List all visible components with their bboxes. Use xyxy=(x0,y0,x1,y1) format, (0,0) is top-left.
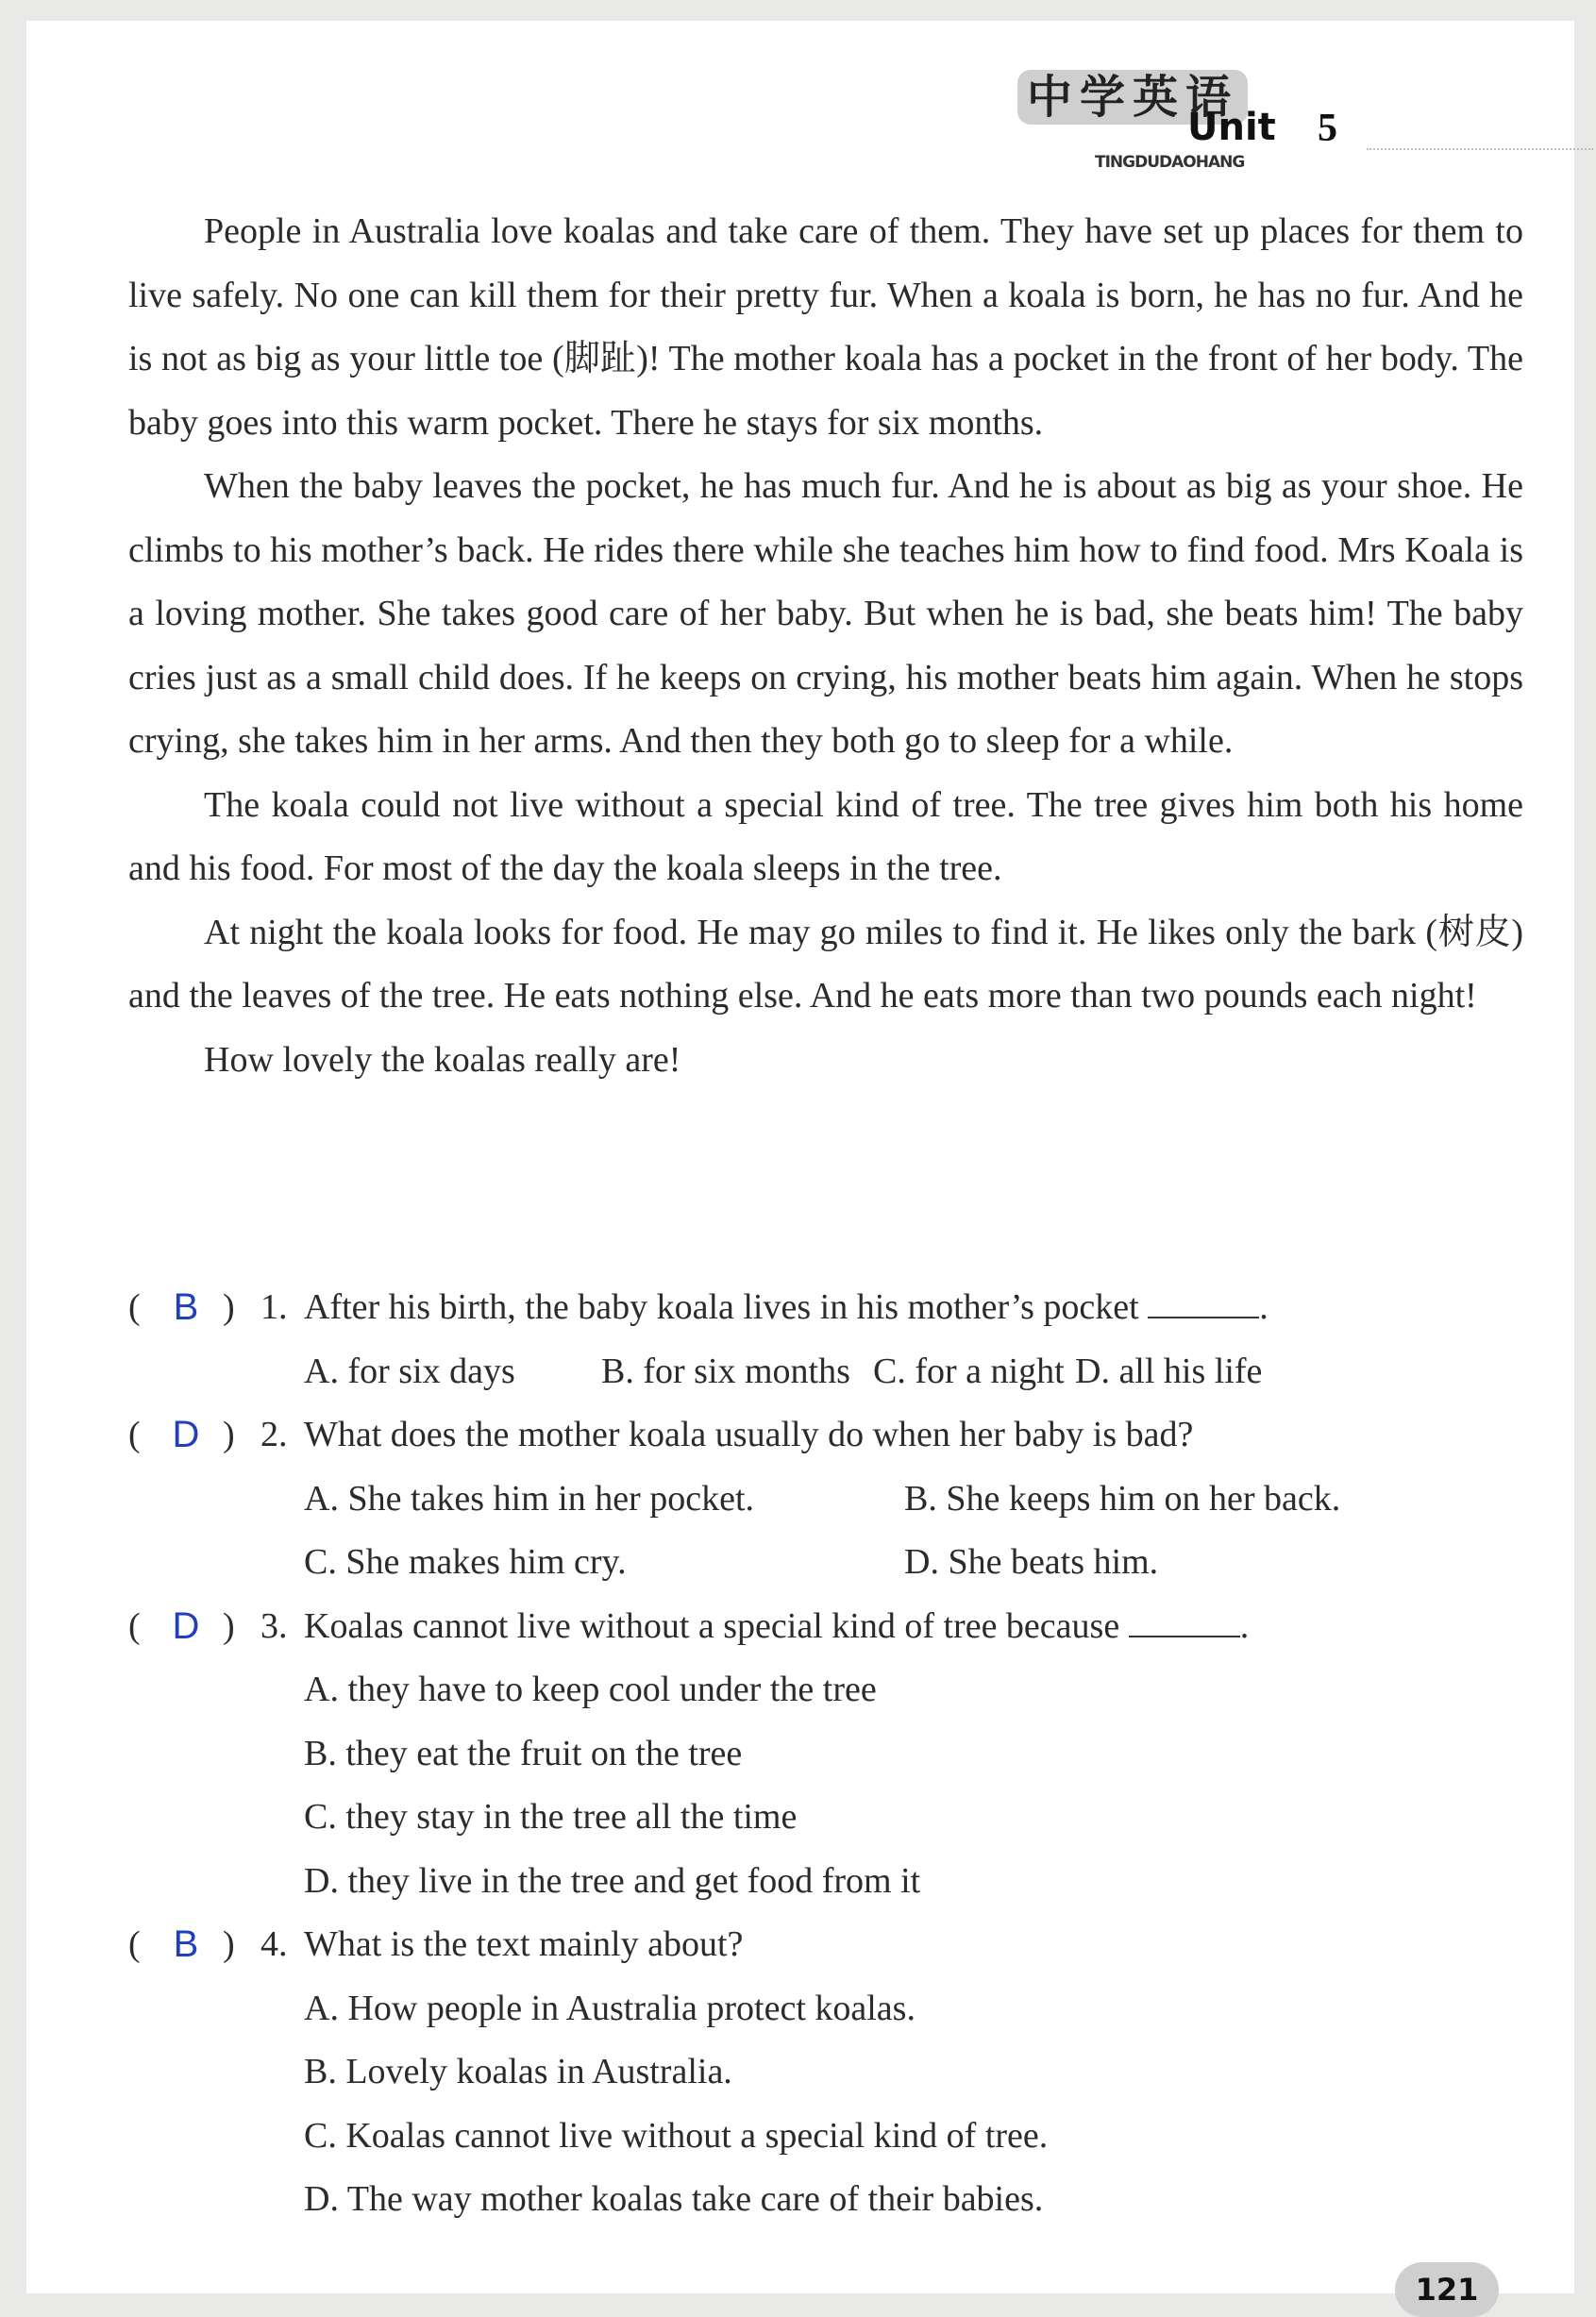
question-3 xyxy=(128,1595,1523,1659)
option-c: C. She makes him cry. xyxy=(304,1542,627,1582)
option-row xyxy=(128,1340,1523,1404)
stem-period: . xyxy=(1259,1287,1268,1327)
unit-number: 5 xyxy=(1318,107,1337,150)
question-stem: What does the mother koala usually do when her baby is bad? xyxy=(304,1415,1194,1454)
question-2 xyxy=(128,1403,1523,1468)
open-paren: ( xyxy=(128,1924,141,1964)
option-b: B. they eat the fruit on the tree xyxy=(304,1733,743,1773)
question-stem: What is the text mainly about? xyxy=(304,1924,744,1964)
option-d: D. all his life xyxy=(1075,1351,1263,1391)
option-d: D. She beats him. xyxy=(904,1542,1159,1582)
option-row xyxy=(128,2040,1523,2105)
passage-paragraph: People in Australia love koalas and take care of them. They have set up places for them to live safely. No one can kill them for their pretty fur. When a koala is born, he has no fur. And he is not as big as your little toe (脚趾)! The mother koala has a pocket in the front of her body. The baby goes into this warm pocket. There he stays for six months. xyxy=(128,211,1523,443)
close-paren: ) xyxy=(223,1415,235,1454)
answer-mark: D xyxy=(172,1604,200,1647)
question-number: 1. xyxy=(260,1287,288,1327)
option-row xyxy=(128,2168,1523,2232)
option-a: A. for six days xyxy=(304,1351,515,1391)
option-row xyxy=(128,1850,1523,1914)
question-stem xyxy=(304,1595,1249,1659)
header-divider xyxy=(1367,148,1593,150)
passage-paragraph: When the baby leaves the pocket, he has much fur. And he is about as big as your shoe. He climbs to his mother’s back. He rides there while she teaches him how to find food. Mrs Koala is a loving mother. She takes good care of her baby. But when he is bad, she beats him! The baby cries just as a small child does. If he keeps on crying, his mother beats him again. When he stops crying, she takes him in her arms. And then they both go to sleep for a while. xyxy=(128,466,1523,761)
answer-mark: B xyxy=(173,1923,199,1965)
option-row xyxy=(128,1977,1523,2041)
workbook-page xyxy=(26,21,1574,2308)
option-row xyxy=(128,1786,1523,1850)
question-number: 3. xyxy=(260,1605,288,1646)
passage-paragraph: The koala could not live without a special kind of tree. The tree gives him both his home and his food. For most of the day the koala sleeps in the tree. xyxy=(128,784,1523,888)
answer-blank xyxy=(1129,1607,1240,1637)
close-paren: ) xyxy=(223,1924,235,1964)
option-row xyxy=(128,1468,1523,1532)
header-subtitle: TINGDUDAOHANG xyxy=(1095,153,1245,172)
question-stem xyxy=(304,1276,1268,1340)
open-paren: ( xyxy=(128,1605,141,1646)
option-a: A. How people in Australia protect koalas. xyxy=(304,1988,916,2028)
page-header xyxy=(1008,68,1555,181)
answer-blank xyxy=(1148,1288,1259,1318)
option-b: B. for six months xyxy=(601,1351,850,1391)
question-number: 2. xyxy=(260,1415,288,1454)
option-row xyxy=(128,1531,1523,1595)
option-a: A. She takes him in her pocket. xyxy=(304,1478,755,1519)
question-stem-text: Koalas cannot live without a special kind of tree because xyxy=(304,1605,1120,1646)
stem-period: . xyxy=(1239,1605,1250,1646)
book-title: 中学英语 xyxy=(1017,70,1248,125)
close-paren: ) xyxy=(223,1287,235,1327)
option-b: B. She keeps him on her back. xyxy=(904,1478,1341,1519)
answer-mark: B xyxy=(173,1286,199,1328)
option-d: D. The way mother koalas take care of their babies. xyxy=(304,2179,1044,2219)
open-paren: ( xyxy=(128,1287,141,1327)
unit-label: Unit xyxy=(1187,106,1276,149)
question-stem-text: After his birth, the baby koala lives in his mother’s pocket xyxy=(304,1287,1139,1327)
passage-paragraph: How lovely the koalas really are! xyxy=(204,1039,681,1080)
question-1 xyxy=(128,1276,1523,1340)
page-number: 121 xyxy=(1395,2262,1499,2317)
option-c: C. Koalas cannot live without a special kind of tree. xyxy=(304,2115,1049,2156)
option-c: C. they stay in the tree all the time xyxy=(304,1797,798,1837)
option-row xyxy=(128,1722,1523,1787)
option-d: D. they live in the tree and get food from it xyxy=(304,1860,921,1901)
option-c: C. for a night xyxy=(873,1351,1065,1391)
open-paren: ( xyxy=(128,1415,141,1454)
close-paren: ) xyxy=(223,1605,235,1646)
passage-paragraph: At night the koala looks for food. He may go miles to find it. He likes only the bark (树皮) and the leaves of the tree. He eats nothing else. And he eats more than two pounds each night! xyxy=(128,912,1523,1016)
reading-passage xyxy=(128,200,1523,1092)
option-b: B. Lovely koalas in Australia. xyxy=(304,2052,732,2091)
option-a: A. they have to keep cool under the tree xyxy=(304,1670,877,1709)
question-number: 4. xyxy=(260,1924,288,1964)
question-4 xyxy=(128,1913,1523,1977)
option-row xyxy=(128,1658,1523,1722)
answer-mark: D xyxy=(172,1414,200,1455)
option-row xyxy=(128,2105,1523,2169)
question-list xyxy=(128,1276,1523,2232)
